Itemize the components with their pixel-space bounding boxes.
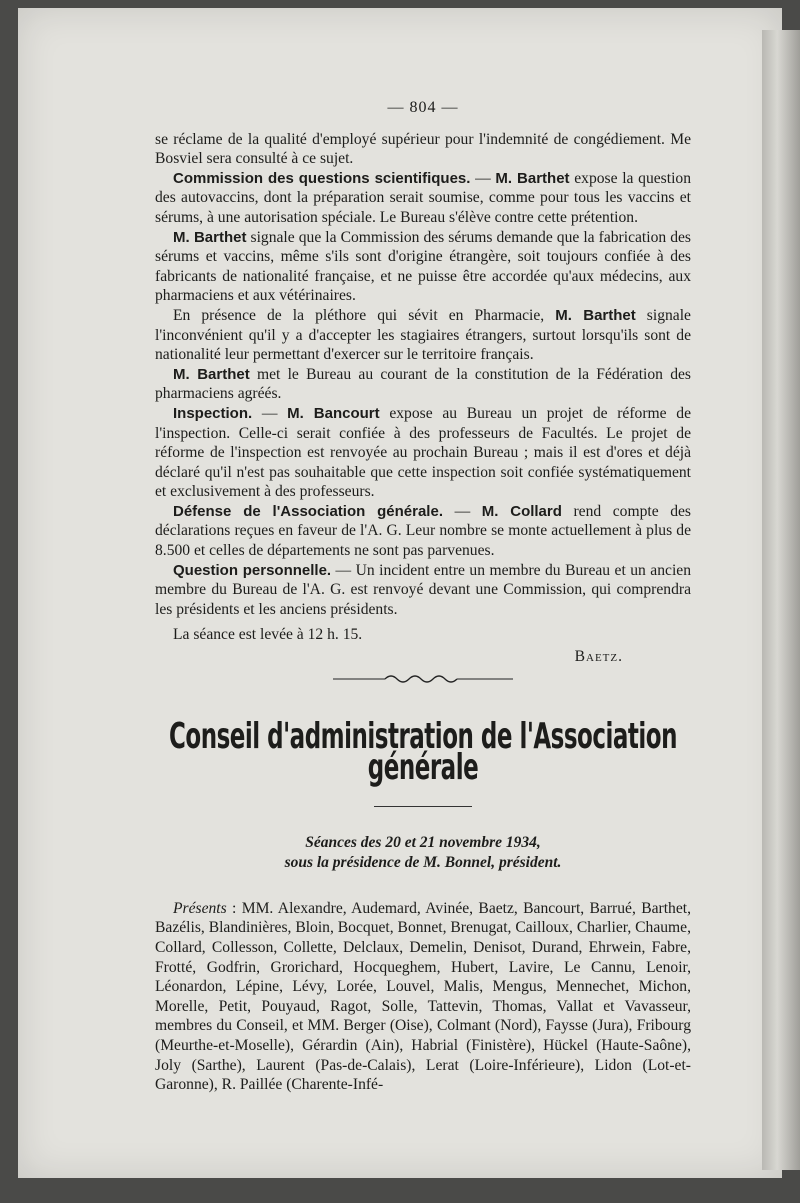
paragraph-body: expose la question des autovaccins, dont la préparation serait soumise, comme pour tous les vaccins et sérums, à une autorisation spéciale. Le Bureau s'élève contre cette prétention.	[155, 169, 692, 226]
session-subtitle	[155, 833, 691, 873]
page-text	[155, 98, 691, 1095]
attendees-list: : MM. Alexandre, Audemard, Avinée, Baetz, Bancourt, Barrué, Barthet, Bazélis, Blandinières, Bloin, Bocquet, Bonnet, Brenugat, Cailloux, Charlier, Chaume, Collard, Collesson, Collette, Delclaux, Demelin, Denisot, Durand, Ehrwein, Fabre, Frotté, Godfrin, Grorichard, Hocqueghem, Hubert, Lavire, Le Cannu, Lenoir, Léonardon, Lépine, Lévy, Lorée, Louvel, Malis, Mengus, Mennechet, Michon, Morelle, Petit, Pouyaud, Ragot, Solle, Tattevin, Thomas, Vallat et Vavasseur, membres du Conseil, et MM. Berger (Oise), Colmant (Nord), Faysse (Jura), Fribourg (Meurthe-et-Moselle), Gérardin (Ain), Habrial (Finistère), Hückel (Haute-Saône), Joly (Sarthe), Laurent (Pas-de-Calais), Lerat (Loire-Inférieure), Lidon (Lot-et-Garonne), R. Paillée (Charente-Infé-	[155, 899, 691, 1094]
paragraph-trainees	[155, 306, 691, 365]
paragraph-inspection	[155, 404, 691, 502]
paragraph-body: met le Bureau au courant de la constitution de la Fédération des pharmaciens agréés.	[155, 365, 691, 403]
book-spine	[762, 30, 800, 1170]
paragraph-lead: En présence de la pléthore qui sévit en Pharmacie,	[173, 306, 556, 324]
closing-line: La séance est levée à 12 h. 15.	[173, 626, 363, 644]
ornament-divider	[333, 673, 513, 685]
speaker-name: M. Bancourt	[287, 404, 380, 422]
section-heading: Défense de l'Association générale.	[173, 502, 443, 520]
speaker-name: M. Collard	[481, 502, 562, 520]
title-rule	[374, 806, 472, 807]
subtitle-line-2: sous la présidence de M. Bonnel, président.	[284, 853, 562, 871]
paragraph-defense	[155, 502, 691, 561]
section-heading: Inspection.	[173, 404, 253, 422]
dash: —	[252, 404, 288, 422]
signature: Baetz.	[574, 648, 623, 666]
speaker-name: M. Barthet	[173, 228, 247, 246]
speaker-name: M. Barthet	[555, 306, 636, 324]
attendees-label: Présents	[173, 899, 227, 917]
paragraph-scientific-questions	[155, 169, 691, 228]
section-heading: Commission des questions scientifiques.	[173, 169, 471, 187]
section-title: Conseil d'administration de l'Association générale	[169, 716, 677, 788]
paragraph-body: — Un incident entre un membre du Bureau et un ancien membre du Bureau de l'A. G. est renvoyé devant une Commission, qui comprendra les présidents et les anciens présidents.	[155, 561, 691, 618]
paragraph-personal-question	[155, 561, 691, 620]
paragraph-body: signale l'inconvénient qu'il y a d'accepter les stagiaires étrangers, surtout lorsqu'ils sont de nationalité leur permettant d'exercer sur le territoire français.	[155, 306, 691, 364]
page-number: — 804 —	[387, 99, 459, 116]
speaker-name: M. Barthet	[495, 169, 570, 187]
subtitle-line-1: Séances des 20 et 21 novembre 1934,	[305, 833, 541, 851]
paragraph-federation	[155, 365, 691, 404]
paragraph-continuation: se réclame de la qualité d'employé supérieur pour l'indemnité de congédiement. Me Bosviel sera consulté à ce sujet.	[155, 130, 691, 168]
section-heading: Question personnelle.	[173, 561, 332, 579]
paragraph-attendees	[155, 899, 691, 1095]
dash: —	[470, 169, 496, 187]
dash: —	[443, 502, 482, 520]
speaker-name: M. Barthet	[173, 365, 250, 383]
paragraph-body: rend compte des déclarations reçues en faveur de l'A. G. Leur nombre se monte actuellement à plus de 8.500 et celles de départements ne sont pas parvenues.	[155, 502, 691, 560]
paragraph-serums	[155, 228, 691, 306]
paragraph-body: signale que la Commission des sérums demande que la fabrication des sérums et vaccins, même s'ils sont d'origine étrangère, soit toujours confiée à des fabricants de nationalité française, et ne puisse être accordée qu'aux médecins, aux pharmaciens et aux vétérinaires.	[155, 228, 692, 305]
paragraph-body: expose au Bureau un projet de réforme de l'inspection. Celle-ci serait confiée à des professeurs de Facultés. Le projet de réforme de l'inspection est renvoyée au prochain Bureau ; mais il est d'ores et déjà déclaré qu'il n'est pas souhaitable que cette inspection soit confiée systématiquement et exclusivement à des professeurs.	[155, 404, 691, 501]
